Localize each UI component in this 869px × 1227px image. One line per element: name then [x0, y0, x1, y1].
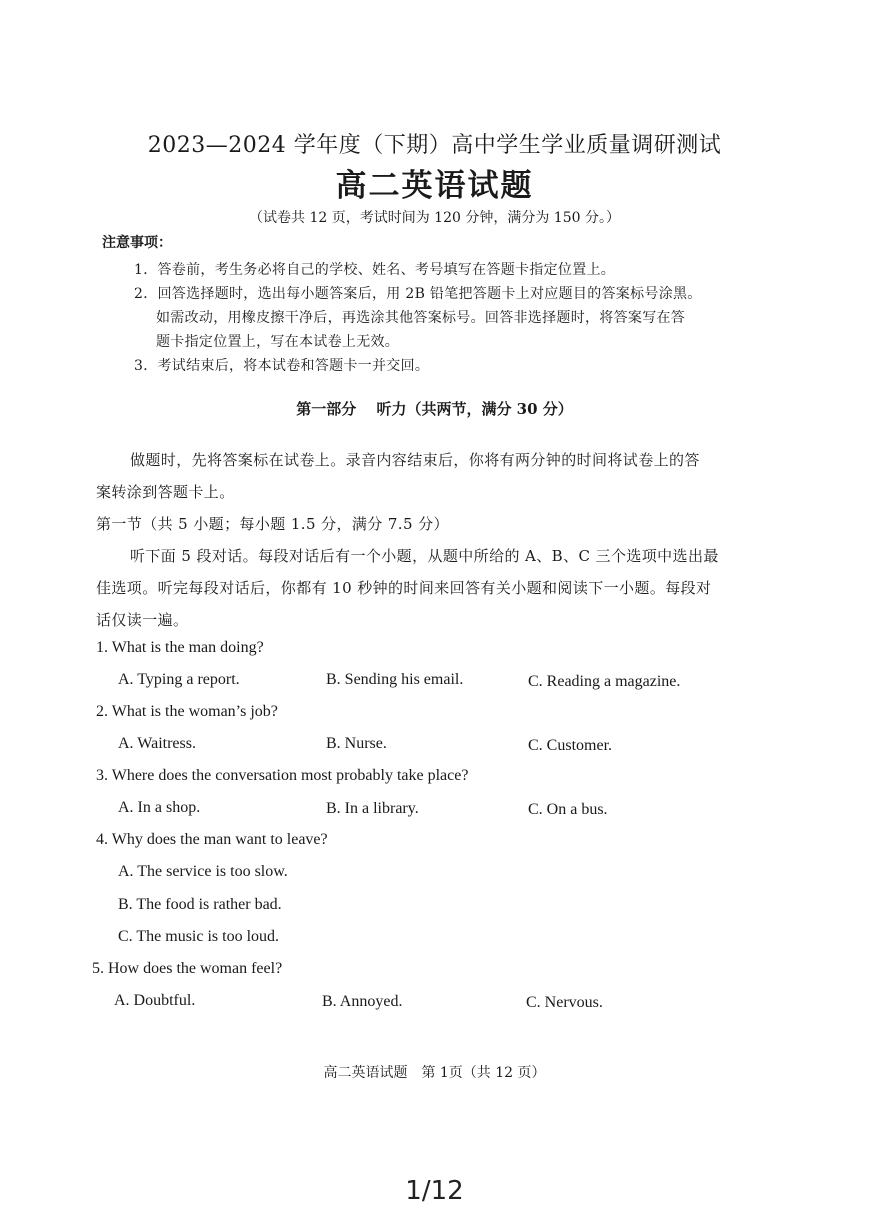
- option-b: B. In a library.: [326, 800, 419, 817]
- part-one-heading: 第一部分 听力（共两节，满分 30 分）: [296, 400, 573, 418]
- note-line: 如需改动，用橡皮擦干净后，再选涂其他答案标号。回答非选择题时，将答案写在答: [156, 310, 686, 326]
- section-instruction: 听下面 5 段对话。每段对话后有一个小题，从题中所给的 A、B、C 三个选项中选出最: [130, 547, 719, 565]
- page-footer: 高二英语试题 第 1页（共 12 页）: [323, 1065, 546, 1081]
- option-b: B. Annoyed.: [322, 993, 403, 1010]
- option-a: A. The service is too slow.: [118, 863, 288, 880]
- question-stem: 1. What is the man doing?: [96, 639, 264, 656]
- note-line: 2．回答选择题时，选出每小题答案后，用 2B 铅笔把答题卡上对应题目的答案标号涂黑。: [134, 286, 702, 302]
- section-instruction: 话仅读一遍。: [96, 611, 189, 629]
- option-a: A. Typing a report.: [118, 671, 240, 688]
- part-one-instruction: 案转涂到答题卡上。: [96, 483, 235, 501]
- option-c: C. Reading a magazine.: [528, 673, 681, 690]
- section-heading: 第一节（共 5 小题；每小题 1.5 分，满分 7.5 分）: [96, 515, 449, 533]
- note-line: 3．考试结束后，将本试卷和答题卡一并交回。: [134, 358, 430, 374]
- option-c: C. The music is too loud.: [118, 928, 280, 945]
- note-line: 题卡指定位置上，写在本试卷上无效。: [156, 334, 400, 350]
- note-line: 1．答卷前，考生务必将自己的学校、姓名、考号填写在答题卡指定位置上。: [134, 262, 616, 278]
- exam-info: （试卷共 12 页，考试时间为 120 分钟，满分为 150 分。）: [249, 210, 620, 226]
- part-one-instruction: 做题时，先将答案标在试卷上。录音内容结束后，你将有两分钟的时间将试卷上的答: [130, 451, 700, 469]
- question-stem: 3. Where does the conversation most probably take place?: [96, 767, 469, 784]
- option-c: C. Customer.: [528, 737, 613, 754]
- exam-title: 2023—2024 学年度（下期）高中学生学业质量调研测试: [147, 133, 722, 158]
- notes-heading: 注意事项：: [102, 235, 172, 251]
- option-c: C. Nervous.: [526, 994, 603, 1011]
- option-b: B. Nurse.: [326, 735, 387, 752]
- option-a: A. In a shop.: [118, 799, 201, 816]
- option-a: A. Waitress.: [118, 735, 196, 752]
- question-stem: 5. How does the woman feel?: [92, 960, 283, 977]
- option-c: C. On a bus.: [528, 801, 608, 818]
- option-b: B. Sending his email.: [326, 671, 464, 688]
- question-stem: 4. Why does the man want to leave?: [96, 831, 328, 848]
- page-counter: 1/12: [405, 1176, 464, 1206]
- section-instruction: 佳选项。听完每段对话后，你都有 10 秒钟的时间来回答有关小题和阅读下一小题。每段对: [96, 579, 712, 597]
- question-stem: 2. What is the woman’s job?: [96, 703, 278, 720]
- subject-title: 高二英语试题: [335, 168, 534, 204]
- option-b: B. The food is rather bad.: [118, 896, 282, 913]
- option-a: A. Doubtful.: [114, 992, 196, 1009]
